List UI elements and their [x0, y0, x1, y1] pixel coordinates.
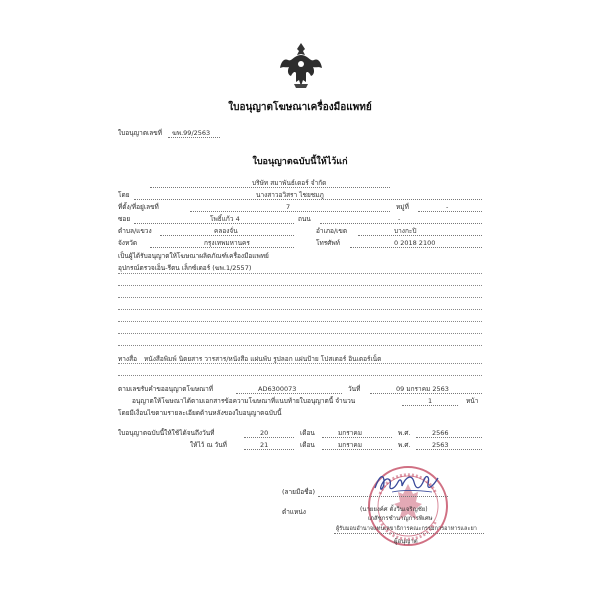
road-value: -: [398, 215, 401, 223]
signer-role: ผู้รับมอบอำนาจแทนเลขาธิการคณะกรรมการอาหารและยา: [336, 526, 477, 532]
product-text: อุปกรณ์ตรวจเอ็น-รีตน เล็กซ์เดอร์ (ฆพ.1/2557): [118, 264, 252, 272]
underline: [134, 223, 294, 224]
subdistrict-label: ตำบล/แขวง: [118, 227, 152, 235]
moo-label: หมู่ที่: [396, 203, 409, 211]
underline: [236, 393, 342, 394]
address-number: 7: [286, 203, 291, 211]
district-label: อำเภอ/เขต: [316, 227, 348, 235]
blank-line: [118, 297, 482, 298]
underline: [150, 247, 294, 248]
issued-year: 2563: [432, 441, 449, 449]
province-value: กรุงเทพมหานคร: [204, 239, 250, 247]
by-value: นางสาวอวิสรา ไชยชมภู: [256, 191, 324, 199]
request-label: ตามเลขรับคำขออนุญาตโฆษณาที่: [118, 385, 214, 393]
company-name: บริษัท สมาพันธ์เดอร์ จำกัด: [252, 179, 327, 187]
position-label: ตำแหน่ง: [282, 508, 306, 516]
soi-label: ซอย: [118, 215, 131, 223]
underline: [190, 211, 390, 212]
underline: [244, 437, 294, 438]
underline: [160, 235, 294, 236]
issued-month: มกราคม: [338, 441, 362, 449]
media-value: หนังสือพิมพ์ นิตยสาร วารสาร/หนังสือ แผ่นพับ รูปลอก แผ่นป้าย โปสเตอร์ อินเตอร์เน็ต: [144, 355, 382, 363]
phone-value: 0 2018 2100: [394, 239, 436, 247]
issued-month-label: เดือน: [300, 441, 315, 449]
license-number: ฆพ.99/2563: [172, 129, 211, 137]
issued-day: 21: [260, 441, 269, 449]
request-date: 09 มกราคม 2563: [396, 385, 449, 393]
blank-line: [118, 345, 482, 346]
underline: [322, 437, 392, 438]
underline: [168, 137, 220, 138]
blank-line: [118, 333, 482, 334]
underline: [416, 437, 482, 438]
blank-line: [118, 321, 482, 322]
signer-name: (นายยงค์ศ ตั้งวินเจริญชัย): [360, 506, 428, 513]
issued-label: ให้ไว้ ณ วันที่: [190, 441, 227, 449]
underline: [358, 235, 482, 236]
document-title: ใบอนุญาตโฆษณาเครื่องมือแพทย์: [228, 102, 372, 113]
valid-day: 20: [260, 429, 269, 437]
condition-text: โดยมีเงื่อนไขตามรายละเอียดด้านหลังของใบอนุญาตฉบับนี้: [118, 409, 282, 417]
phone-label: โทรศัพท์: [316, 239, 340, 247]
valid-year-label: พ.ศ.: [398, 429, 411, 437]
blank-line: [118, 309, 482, 310]
request-number: AD6300073: [258, 385, 297, 393]
district-value: บางกะปิ: [394, 227, 417, 235]
attachment-count: 1: [428, 397, 433, 405]
underline: [370, 393, 482, 394]
underline: [318, 496, 448, 497]
blank-line: [118, 363, 482, 364]
license-number-label: ใบอนุญาตเลขที่: [118, 129, 162, 137]
underline: [402, 405, 458, 406]
address-label: ที่ตั้ง/ที่อยู่เลขที่: [118, 203, 159, 211]
subdistrict-value: คลองจั่น: [214, 227, 238, 235]
valid-until-label: ใบอนุญาตฉบับนี้ให้ใช้ได้จนถึงวันที่: [118, 429, 215, 437]
page-unit: หน้า: [466, 397, 479, 405]
issued-year-label: พ.ศ.: [398, 441, 411, 449]
underline: [334, 533, 484, 534]
media-label: ทางสื่อ: [118, 355, 137, 363]
road-label: ถนน: [298, 215, 311, 223]
signer-footer: ผู้อนุญาต: [394, 538, 418, 545]
signature-label: (ลายมือชื่อ): [282, 488, 316, 496]
request-date-label: วันที่: [348, 385, 361, 393]
underline: [322, 449, 392, 450]
signature-icon: [372, 470, 442, 496]
moo-value: -: [446, 203, 449, 211]
underline: [244, 449, 294, 450]
underline: [416, 449, 482, 450]
underline: [150, 187, 390, 188]
soi-value: โพธิ์แก้ว 4: [210, 215, 240, 223]
valid-month-label: เดือน: [300, 429, 315, 437]
valid-year: 2566: [432, 429, 449, 437]
blank-line: [118, 285, 482, 286]
blank-line: [118, 273, 482, 274]
valid-month: มกราคม: [338, 429, 362, 437]
garuda-emblem-icon: [278, 40, 324, 90]
underline: [134, 199, 482, 200]
document-subtitle: ใบอนุญาตฉบับนี้ให้ไว้แก่: [252, 157, 348, 167]
permission-text: เป็นผู้ได้รับอนุญาตให้โฆษณาผลิตภัณฑ์เครื่องมือแพทย์: [118, 252, 269, 260]
underline: [350, 247, 482, 248]
province-label: จังหวัด: [118, 239, 138, 247]
blank-line: [118, 375, 482, 376]
by-label: โดย: [118, 191, 130, 199]
signer-title: เภสัชกรชำนาญการพิเศษ: [368, 515, 433, 522]
underline: [320, 223, 482, 224]
attachment-text: อนุญาตให้โฆษณาได้ตามเอกสารข้อความโฆษณาที่แนบท้ายใบอนุญาตนี้ จำนวน: [132, 397, 356, 405]
underline: [418, 211, 482, 212]
